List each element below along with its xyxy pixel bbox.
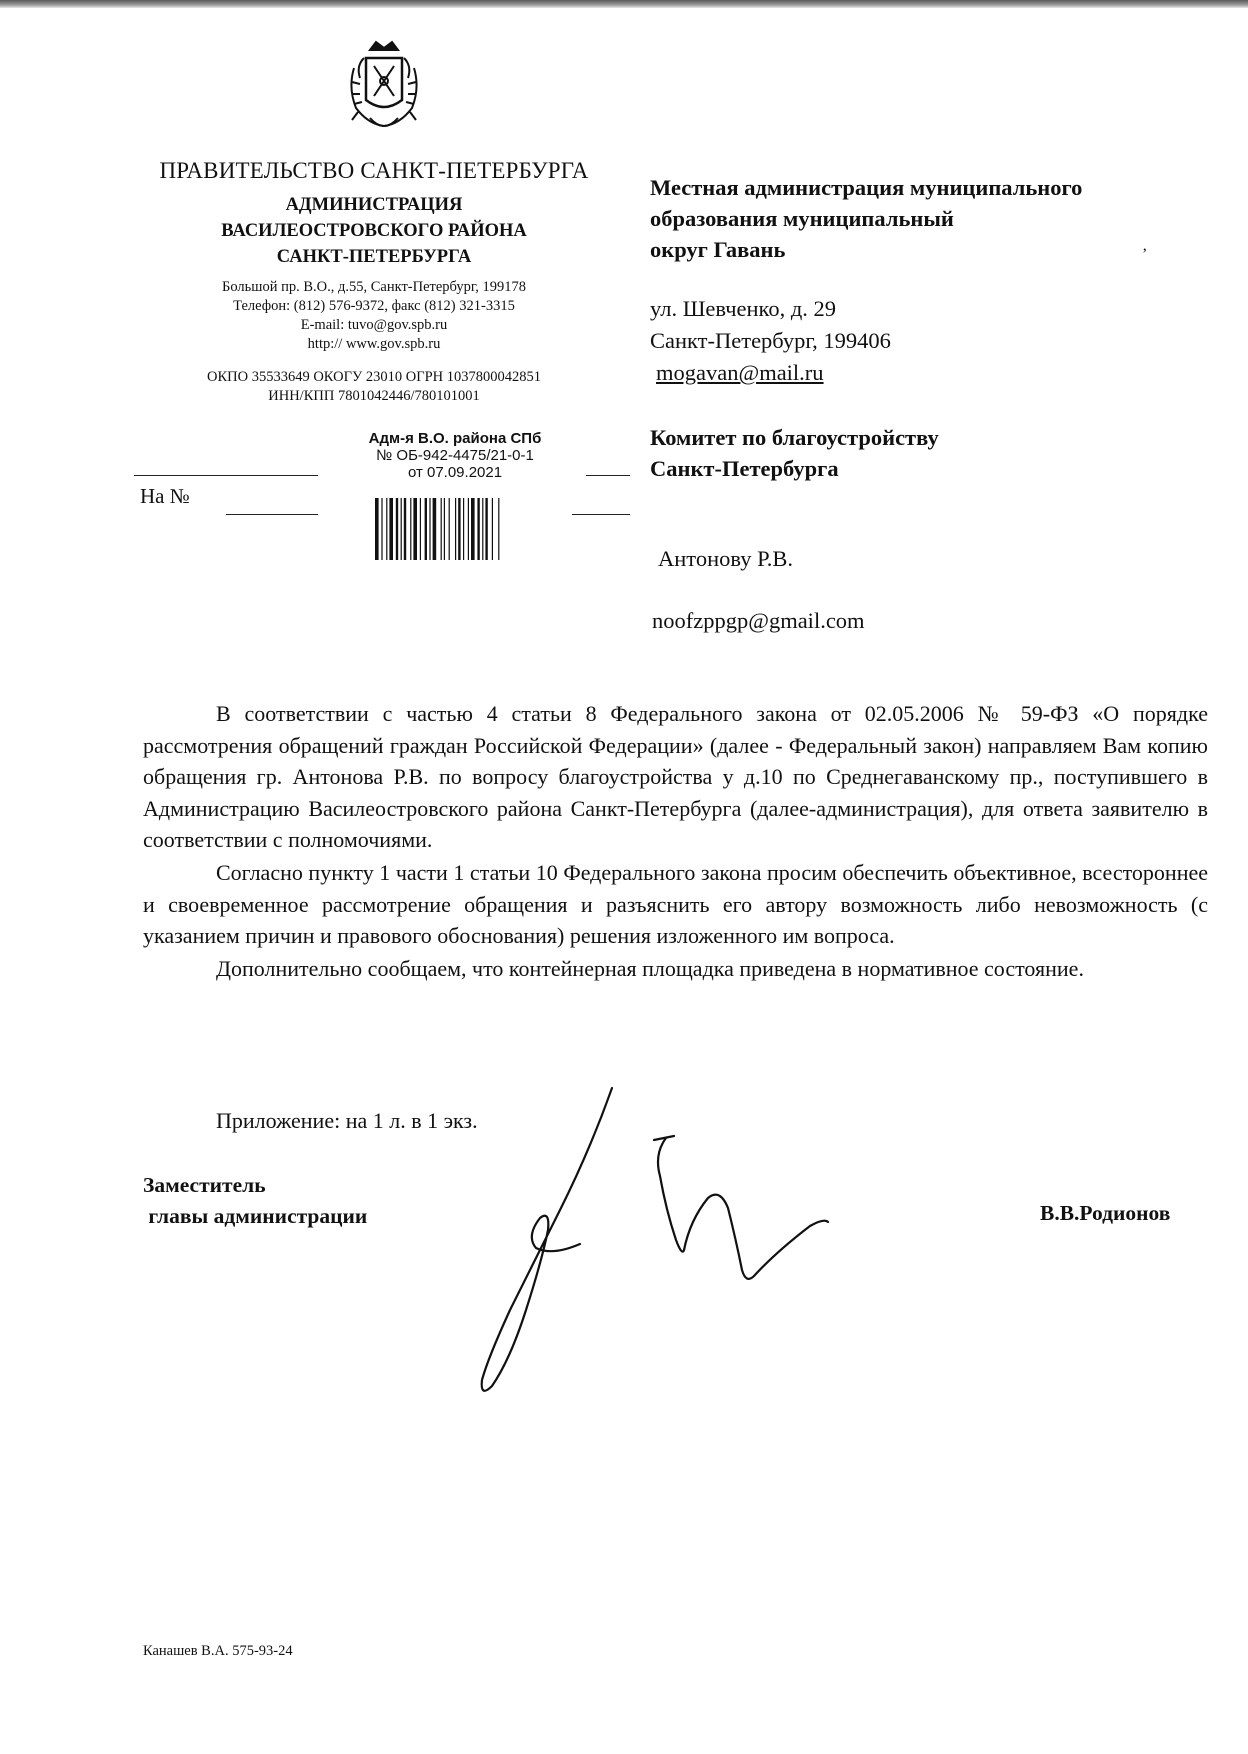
reference-date-line [572,514,630,515]
committee-name-line: Комитет по благоустройству [650,425,939,450]
barcode-bar [471,498,475,560]
administration-line: ВАСИЛЕОСТРОВСКОГО РАЙОНА [221,221,527,241]
sender-phone: Телефон: (812) 576-9372, факс (812) 321-3315 [233,298,515,314]
reference-line [226,514,318,515]
recipient-name-line: Местная администрация муниципального [650,175,1083,200]
body-paragraph: Дополнительно сообщаем, что контейнерная площадка приведена в нормативное состояние. [216,955,1084,981]
letter-body [143,698,1208,985]
barcode-bar [420,498,421,560]
barcode-bar [413,498,417,560]
signatory-title-line: главы администрации [143,1204,368,1228]
barcode-bar [410,498,411,560]
number-line [586,475,630,476]
barcode [375,498,545,560]
date-line [134,475,318,476]
barcode-bar [485,498,487,560]
barcode-bar [381,498,382,560]
stamp-office: Адм-я В.О. района СПб [368,430,542,447]
sender-email: E-mail: tuvo@gov.spb.ru [300,317,448,333]
attachment-note: Приложение: на 1 л. в 1 экз. [216,1108,478,1133]
scan-edge [0,0,1248,8]
sender-tax-ids: ИНН/КПП 7801042446/780101001 [268,388,480,404]
committee-name-line: Санкт-Петербурга [650,456,839,481]
barcode-bar [455,498,456,560]
administration-line: САНКТ-ПЕТЕРБУРГА [276,247,472,267]
handwritten-signature [440,1080,870,1410]
registration-stamp [340,430,570,481]
barcode-bar [463,498,464,560]
barcode-bar [468,498,469,560]
barcode-bar [425,498,427,560]
barcode-bar [404,498,406,560]
barcode-bar [498,498,499,560]
recipient-name-line: образования муниципальный [650,206,954,231]
body-paragraph: В соответствии с частью 4 статьи 8 Федерального закона от 02.05.2006 № 59-ФЗ «О порядке рассмотрения обращений граждан Российской Федерации» (далее - Федеральный закон) направляем Вам копию обращения гр. Антонова Р.В. по вопросу благоустройства у д.10 по Среднегаванскому пр., поступившего в Администрацию Василеостровского района Санкт-Петербурга (далее-администрация), для ответа заявителю в соответствии с полномочиями. [143,701,1208,853]
barcode-bar [477,498,479,560]
barcode-bar [444,498,445,560]
executor-contact: Канашев В.А. 575-93-24 [143,1643,293,1659]
barcode-bar [389,498,393,560]
stamp-number: № ОБ-942-4475/21-0-1 [376,447,534,464]
barcode-bar [449,498,450,560]
recipient-person: Антонову Р.В. [658,546,794,571]
sender-address: Большой пр. В.О., д.55, Санкт-Петербург, 199178 [222,279,526,295]
administration-name [128,192,620,270]
barcode-bar [386,498,387,560]
recipient-address [650,293,891,389]
recipient-street: ул. Шевченко, д. 29 [650,296,837,321]
barcode-bar [458,498,460,560]
stamp-date: от 07.09.2021 [407,464,503,481]
barcode-bar [482,498,483,560]
reference-label: На № [140,484,190,508]
recipient-committee [650,422,939,484]
signatory-title-line: Заместитель [143,1173,266,1197]
body-paragraph: Согласно пункту 1 части 1 статьи 10 Федерального закона просим обеспечить объективное, всестороннее и своевременное рассмотрение обращения и разъяснить его автору возможность либо невозможность (с указанием причин и правового обоснования) решения изложенного им вопроса. [143,859,1208,949]
recipient-name-line: округ Гавань [650,237,786,262]
barcode-bar [492,498,493,560]
barcode-bar [429,498,430,560]
barcode-bar [441,498,442,560]
administration-line: АДМИНИСТРАЦИЯ [285,195,463,215]
government-name: ПРАВИТЕЛЬСТВО САНКТ-ПЕТЕРБУРГА [159,158,589,183]
recipient-city: Санкт-Петербург, 199406 [650,328,891,353]
coat-of-arms-icon [334,38,434,138]
sender-block [128,158,620,406]
recipient-municipal [650,172,1082,265]
recipient-person-email: noofzppgp@gmail.com [652,608,865,633]
barcode-bar [401,498,402,560]
recipient-email-link[interactable]: mogavan@mail.ru [656,360,824,385]
barcode-bar [375,498,379,560]
barcode-bar [433,498,437,560]
sender-website: http:// www.gov.spb.ru [307,336,441,352]
sender-codes: ОКПО 35533649 ОКОГУ 23010 ОГРН 1037800042851 [206,369,541,385]
signatory-title [143,1170,367,1232]
signatory-name: В.В.Родионов [1040,1201,1171,1225]
scan-mark: ’ [1142,246,1148,263]
barcode-bar [396,498,398,560]
